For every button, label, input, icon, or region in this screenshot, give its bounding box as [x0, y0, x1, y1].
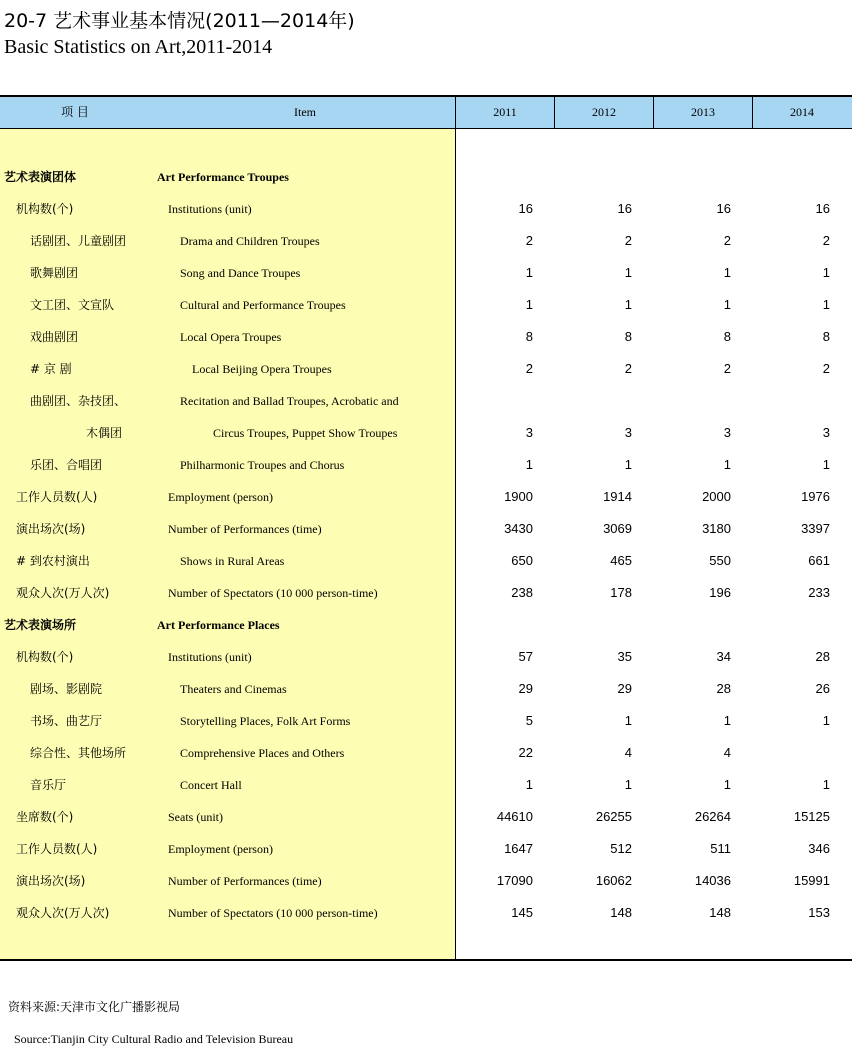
- cell-2013: 1: [723, 457, 731, 472]
- table-row: [0, 321, 852, 353]
- table-row: [0, 417, 852, 449]
- row-label-cn: 歌舞剧团: [30, 266, 79, 280]
- cell-2012: 16062: [595, 873, 632, 888]
- cell-2013: 550: [709, 553, 731, 568]
- table-row: [0, 609, 852, 641]
- table-row: [0, 513, 852, 545]
- table-row: [0, 769, 852, 801]
- row-label-cn: 戏曲剧团: [30, 330, 79, 344]
- cell-2012: 2: [624, 361, 632, 376]
- cell-2014: 661: [808, 553, 830, 568]
- table-row: [0, 545, 852, 577]
- row-label-en: Theaters and Cinemas: [180, 682, 287, 696]
- row-label-cn: 机构数(个): [16, 650, 74, 664]
- header-item-en: Item: [294, 105, 316, 119]
- row-label-cn: 剧场、影剧院: [30, 682, 103, 696]
- cell-2013: 34: [716, 649, 731, 664]
- row-label-cn: 演出场次(场): [16, 522, 86, 536]
- cell-2013: 511: [710, 841, 731, 856]
- cell-2012: 148: [610, 905, 632, 920]
- cell-2012: 35: [617, 649, 632, 664]
- cell-2014: 1: [822, 265, 830, 280]
- table-row: [0, 833, 852, 865]
- row-label-cn: # 到农村演出: [16, 554, 90, 568]
- cell-2012: 4: [624, 745, 632, 760]
- row-label-en: Philharmonic Troupes and Chorus: [180, 458, 345, 472]
- cell-2011: 57: [518, 649, 533, 664]
- cell-2012: 26255: [595, 809, 632, 824]
- source-note-cn: 资料来源:天津市文化广播影视局: [8, 1000, 181, 1014]
- row-label-en: Seats (unit): [168, 810, 223, 824]
- header-year-2013: 2013: [691, 105, 715, 119]
- cell-2012: 1: [624, 777, 632, 792]
- cell-2011: 2: [525, 361, 533, 376]
- row-label-en: Number of Spectators (10 000 person-time): [168, 586, 378, 600]
- cell-2013: 26264: [694, 809, 731, 824]
- row-label-en: Cultural and Performance Troupes: [180, 298, 346, 312]
- row-label-en: Storytelling Places, Folk Art Forms: [180, 714, 351, 728]
- cell-2012: 2: [624, 233, 632, 248]
- row-label-en: Institutions (unit): [168, 202, 252, 216]
- table-row: [0, 801, 852, 833]
- cell-2014: 28: [815, 649, 830, 664]
- row-label-cn: 艺术表演团体: [4, 170, 77, 184]
- cell-2014: 15991: [793, 873, 830, 888]
- cell-2012: 3069: [603, 521, 632, 536]
- row-label-en: Concert Hall: [180, 778, 242, 792]
- statistics-table: [0, 95, 852, 961]
- row-label-en: Shows in Rural Areas: [180, 554, 285, 568]
- cell-2012: 16: [617, 201, 632, 216]
- cell-2012: 3: [624, 425, 632, 440]
- cell-2013: 14036: [694, 873, 731, 888]
- cell-2013: 1: [723, 265, 731, 280]
- row-label-en: Art Performance Troupes: [157, 170, 289, 184]
- cell-2011: 3430: [504, 521, 533, 536]
- row-label-cn: 木偶团: [86, 426, 123, 440]
- table-row: [0, 705, 852, 737]
- row-label-en: Number of Performances (time): [168, 522, 322, 536]
- cell-2014: 2: [822, 233, 830, 248]
- cell-2013: 1: [723, 713, 731, 728]
- cell-2011: 145: [511, 905, 533, 920]
- cell-2011: 5: [525, 713, 533, 728]
- table-row: [0, 161, 852, 193]
- cell-2013: 2000: [702, 489, 731, 504]
- table-row: [0, 449, 852, 481]
- cell-2012: 8: [624, 329, 632, 344]
- cell-2012: 1: [624, 297, 632, 312]
- header-year-2012: 2012: [592, 105, 616, 119]
- table-row: [0, 257, 852, 289]
- cell-2011: 1: [525, 297, 533, 312]
- row-label-en: Number of Performances (time): [168, 874, 322, 888]
- cell-2011: 1: [525, 777, 533, 792]
- row-label-en: Employment (person): [168, 490, 273, 504]
- header-year-2014: 2014: [790, 105, 814, 119]
- table-row: [0, 289, 852, 321]
- cell-2013: 1: [723, 297, 731, 312]
- cell-2012: 1: [624, 457, 632, 472]
- row-label-cn: 坐席数(个): [16, 810, 74, 824]
- row-label-en: Employment (person): [168, 842, 273, 856]
- cell-2013: 3180: [702, 521, 731, 536]
- row-label-cn: 机构数(个): [16, 202, 74, 216]
- cell-2011: 22: [518, 745, 533, 760]
- table-row: [0, 865, 852, 897]
- table-row: [0, 225, 852, 257]
- table-row: [0, 897, 852, 929]
- header-item-cn: 项 目: [61, 105, 89, 119]
- cell-2014: 1: [822, 777, 830, 792]
- row-label-en: Art Performance Places: [157, 618, 280, 632]
- table-row: [0, 193, 852, 225]
- cell-2013: 1: [723, 777, 731, 792]
- row-label-en: Institutions (unit): [168, 650, 252, 664]
- cell-2011: 2: [525, 233, 533, 248]
- header-rule: [0, 128, 852, 129]
- cell-2013: 28: [716, 681, 731, 696]
- cell-2012: 1: [624, 265, 632, 280]
- cell-2011: 238: [511, 585, 533, 600]
- source-note-en: Source:Tianjin City Cultural Radio and Television Bureau: [14, 1032, 294, 1046]
- row-label-cn: 乐团、合唱团: [30, 458, 103, 472]
- cell-2014: 233: [808, 585, 830, 600]
- cell-2013: 3: [723, 425, 731, 440]
- cell-2014: 153: [808, 905, 830, 920]
- header-year-2011: 2011: [493, 105, 517, 119]
- cell-2014: 26: [815, 681, 830, 696]
- cell-2014: 346: [808, 841, 830, 856]
- cell-2014: 2: [822, 361, 830, 376]
- table-row: [0, 385, 852, 417]
- cell-2014: 16: [815, 201, 830, 216]
- cell-2012: 29: [617, 681, 632, 696]
- cell-2013: 16: [716, 201, 731, 216]
- row-label-cn: 综合性、其他场所: [30, 746, 127, 760]
- cell-2011: 44610: [496, 809, 533, 824]
- cell-2014: 8: [822, 329, 830, 344]
- cell-2011: 8: [525, 329, 533, 344]
- cell-2012: 465: [610, 553, 632, 568]
- row-label-cn: 工作人员数(人): [16, 842, 98, 856]
- row-label-cn: 话剧团、儿童剧团: [30, 234, 127, 248]
- cell-2013: 2: [723, 361, 731, 376]
- cell-2012: 178: [610, 585, 632, 600]
- row-label-en: Number of Spectators (10 000 person-time): [168, 906, 378, 920]
- table-row: [0, 353, 852, 385]
- cell-2013: 4: [723, 745, 731, 760]
- table-bottom-rule: [0, 959, 852, 961]
- cell-2011: 29: [518, 681, 533, 696]
- row-label-cn: 曲剧团、杂技团、: [30, 394, 127, 408]
- cell-2011: 17090: [496, 873, 533, 888]
- cell-2011: 1: [525, 457, 533, 472]
- row-label-en: Circus Troupes, Puppet Show Troupes: [213, 426, 398, 440]
- cell-2011: 1900: [504, 489, 533, 504]
- row-label-cn: 书场、曲艺厅: [30, 714, 103, 728]
- cell-2011: 3: [525, 425, 533, 440]
- row-label-cn: # 京 剧: [30, 362, 72, 376]
- table-title-en: Basic Statistics on Art,2011-2014: [4, 36, 273, 58]
- cell-2014: 3: [822, 425, 830, 440]
- cell-2014: 1976: [801, 489, 830, 504]
- row-label-en: Recitation and Ballad Troupes, Acrobatic and: [180, 394, 399, 408]
- row-label-en: Local Beijing Opera Troupes: [192, 362, 332, 376]
- row-label-en: Song and Dance Troupes: [180, 266, 301, 280]
- cell-2011: 1: [525, 265, 533, 280]
- cell-2012: 1: [624, 713, 632, 728]
- row-label-cn: 观众人次(万人次): [16, 586, 110, 600]
- table-row: [0, 641, 852, 673]
- row-label-cn: 音乐厅: [30, 778, 67, 792]
- row-label-cn: 演出场次(场): [16, 874, 86, 888]
- row-label-cn: 观众人次(万人次): [16, 906, 110, 920]
- row-label-cn: 文工团、文宣队: [30, 298, 115, 312]
- cell-2011: 1647: [504, 841, 533, 856]
- cell-2014: 1: [822, 297, 830, 312]
- cell-2013: 8: [723, 329, 731, 344]
- cell-2011: 650: [511, 553, 533, 568]
- row-label-cn: 艺术表演场所: [4, 618, 77, 632]
- table-row: [0, 673, 852, 705]
- table-title-cn: 20-7 艺术事业基本情况(2011—2014年): [4, 10, 355, 32]
- table-row: [0, 577, 852, 609]
- row-label-en: Local Opera Troupes: [180, 330, 282, 344]
- cell-2012: 1914: [603, 489, 632, 504]
- cell-2011: 16: [518, 201, 533, 216]
- cell-2013: 148: [709, 905, 731, 920]
- cell-2013: 196: [709, 585, 731, 600]
- cell-2013: 2: [723, 233, 731, 248]
- cell-2014: 3397: [801, 521, 830, 536]
- cell-2014: 15125: [793, 809, 830, 824]
- row-label-cn: 工作人员数(人): [16, 490, 98, 504]
- table-row: [0, 737, 852, 769]
- cell-2014: 1: [822, 457, 830, 472]
- cell-2014: 1: [822, 713, 830, 728]
- cell-2012: 512: [610, 841, 632, 856]
- row-label-en: Comprehensive Places and Others: [180, 746, 345, 760]
- row-label-en: Drama and Children Troupes: [180, 234, 320, 248]
- table-row: [0, 481, 852, 513]
